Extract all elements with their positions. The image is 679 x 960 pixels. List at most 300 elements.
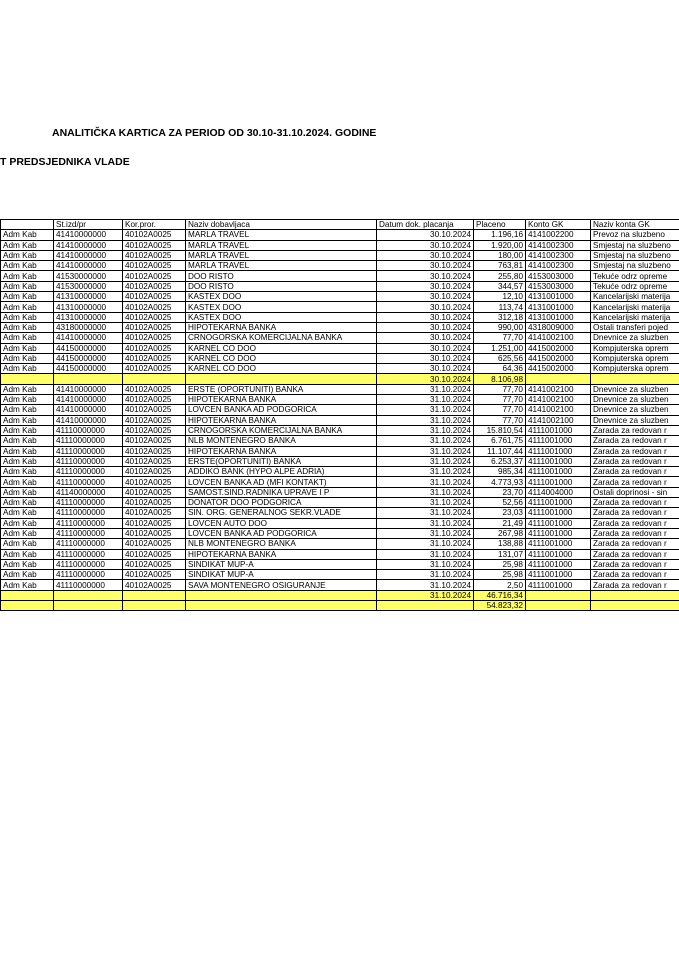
unit-cell: Adm Kab [1, 425, 54, 435]
account-cell: 41110000000 [54, 508, 123, 518]
account-cell: 41410000000 [54, 230, 123, 240]
program-cell: 40102A0025 [123, 230, 186, 240]
subtotal-row [1, 374, 679, 384]
account-cell: 41110000000 [54, 425, 123, 435]
unit-cell: Adm Kab [1, 549, 54, 559]
supplier-cell: NLB MONTENEGRO BANKA [186, 436, 377, 446]
account-cell: 41530000000 [54, 271, 123, 281]
gl-account-cell: 4153003000 [526, 281, 591, 291]
date-cell: 31.10.2024 [377, 477, 474, 487]
gl-name-cell [591, 590, 679, 600]
gl-account-cell: 4131001000 [526, 312, 591, 322]
amount-cell: 985,34 [474, 467, 526, 477]
gl-name-cell: Zarada za redovan r [591, 498, 679, 508]
supplier-cell: KASTEX DOO [186, 292, 377, 302]
unit-cell: Adm Kab [1, 384, 54, 394]
gl-account-cell: 4141002300 [526, 250, 591, 260]
program-cell: 40102A0025 [123, 415, 186, 425]
account-cell: 41110000000 [54, 518, 123, 528]
date-cell: 30.10.2024 [377, 271, 474, 281]
program-cell: 40102A0025 [123, 528, 186, 538]
table-row [1, 467, 679, 477]
account-cell [54, 374, 123, 384]
table-row [1, 271, 679, 281]
supplier-cell: HIPOTEKARNA BANKA [186, 549, 377, 559]
gl-account-cell: 4111001000 [526, 508, 591, 518]
supplier-cell [186, 590, 377, 600]
gl-account-cell: 4141002100 [526, 384, 591, 394]
amount-cell: 763,81 [474, 261, 526, 271]
account-cell: 41310000000 [54, 292, 123, 302]
supplier-cell: DOO RISTO [186, 271, 377, 281]
gl-name-cell: Kancelarijski materija [591, 312, 679, 322]
supplier-cell: SINDIKAT MUP-A [186, 570, 377, 580]
gl-name-cell: Zarada za redovan r [591, 425, 679, 435]
date-cell: 31.10.2024 [377, 539, 474, 549]
table-row [1, 281, 679, 291]
gl-account-cell: 4141002100 [526, 395, 591, 405]
date-cell: 31.10.2024 [377, 570, 474, 580]
gl-account-cell: 4415002000 [526, 353, 591, 363]
unit-cell: Adm Kab [1, 539, 54, 549]
gl-name-cell [591, 374, 679, 384]
account-cell: 41110000000 [54, 559, 123, 569]
supplier-cell: MARLA TRAVEL [186, 230, 377, 240]
program-cell [123, 590, 186, 600]
gl-name-cell: Ostali doprinosi - sin [591, 487, 679, 497]
col-header [1, 220, 54, 230]
unit-cell: Adm Kab [1, 580, 54, 590]
supplier-cell: DOO RISTO [186, 281, 377, 291]
account-cell: 41410000000 [54, 395, 123, 405]
gl-account-cell [526, 374, 591, 384]
date-cell: 30.10.2024 [377, 374, 474, 384]
gl-account-cell: 4415002000 [526, 343, 591, 353]
account-cell: 41530000000 [54, 281, 123, 291]
subtotal-row [1, 600, 679, 610]
account-cell: 41410000000 [54, 405, 123, 415]
program-cell: 40102A0025 [123, 322, 186, 332]
amount-cell: 77,70 [474, 333, 526, 343]
gl-name-cell: Zarada za redovan r [591, 456, 679, 466]
account-cell: 41110000000 [54, 446, 123, 456]
supplier-cell: LOVCEN AUTO DOO [186, 518, 377, 528]
program-cell: 40102A0025 [123, 539, 186, 549]
gl-name-cell [591, 600, 679, 610]
unit-cell: Adm Kab [1, 302, 54, 312]
unit-cell: Adm Kab [1, 570, 54, 580]
program-cell: 40102A0025 [123, 570, 186, 580]
amount-cell: 1.251,00 [474, 343, 526, 353]
amount-cell: 1.196,16 [474, 230, 526, 240]
unit-cell: Adm Kab [1, 518, 54, 528]
date-cell: 30.10.2024 [377, 302, 474, 312]
amount-cell: 312,18 [474, 312, 526, 322]
table-row [1, 518, 679, 528]
gl-account-cell: 4141002200 [526, 230, 591, 240]
account-cell: 41310000000 [54, 302, 123, 312]
unit-cell: Adm Kab [1, 343, 54, 353]
account-cell: 44150000000 [54, 353, 123, 363]
table-row [1, 539, 679, 549]
unit-cell: Adm Kab [1, 353, 54, 363]
date-cell: 31.10.2024 [377, 436, 474, 446]
supplier-cell [186, 600, 377, 610]
amount-cell: 23,03 [474, 508, 526, 518]
gl-name-cell: Zarada za redovan r [591, 467, 679, 477]
gl-name-cell: Kancelarijski materija [591, 292, 679, 302]
supplier-cell: HIPOTEKARNA BANKA [186, 446, 377, 456]
amount-cell: 46.716,34 [474, 590, 526, 600]
col-header: Naziv konta GK [591, 220, 679, 230]
table-row [1, 322, 679, 332]
gl-name-cell: Tekuće odrz opreme [591, 281, 679, 291]
date-cell: 30.10.2024 [377, 230, 474, 240]
amount-cell: 625,56 [474, 353, 526, 363]
date-cell: 30.10.2024 [377, 250, 474, 260]
gl-account-cell: 4111001000 [526, 456, 591, 466]
gl-account-cell: 4141002100 [526, 333, 591, 343]
gl-account-cell: 4111001000 [526, 436, 591, 446]
gl-account-cell: 4141002100 [526, 405, 591, 415]
amount-cell: 131,07 [474, 549, 526, 559]
unit-cell: Adm Kab [1, 508, 54, 518]
table-row [1, 240, 679, 250]
unit-cell: Adm Kab [1, 436, 54, 446]
amount-cell: 54.823,32 [474, 600, 526, 610]
gl-name-cell: Dnevnice za sluzben [591, 395, 679, 405]
amount-cell: 77,70 [474, 415, 526, 425]
amount-cell: 77,70 [474, 384, 526, 394]
gl-name-cell: Dnevnice za sluzben [591, 384, 679, 394]
account-cell: 41110000000 [54, 436, 123, 446]
gl-account-cell: 4111001000 [526, 580, 591, 590]
table-row [1, 580, 679, 590]
account-cell: 41410000000 [54, 415, 123, 425]
table-row [1, 477, 679, 487]
subtotal-row [1, 590, 679, 600]
amount-cell: 990,00 [474, 322, 526, 332]
account-cell: 41110000000 [54, 456, 123, 466]
gl-account-cell: 4153003000 [526, 271, 591, 281]
gl-account-cell: 4114004000 [526, 487, 591, 497]
date-cell: 30.10.2024 [377, 364, 474, 374]
col-header: Naziv dobavljaca [186, 220, 377, 230]
program-cell: 40102A0025 [123, 549, 186, 559]
date-cell: 30.10.2024 [377, 353, 474, 363]
program-cell: 40102A0025 [123, 292, 186, 302]
table-row [1, 333, 679, 343]
program-cell: 40102A0025 [123, 395, 186, 405]
amount-cell: 25,98 [474, 559, 526, 569]
gl-name-cell: Smjestaj na sluzbeno [591, 261, 679, 271]
unit-cell: Adm Kab [1, 250, 54, 260]
program-cell: 40102A0025 [123, 353, 186, 363]
account-cell: 41410000000 [54, 333, 123, 343]
program-cell: 40102A0025 [123, 240, 186, 250]
program-cell: 40102A0025 [123, 498, 186, 508]
account-cell [54, 600, 123, 610]
supplier-cell: HIPOTEKARNA BANKA [186, 395, 377, 405]
account-cell: 41110000000 [54, 580, 123, 590]
gl-name-cell: Zarada za redovan r [591, 446, 679, 456]
date-cell: 30.10.2024 [377, 261, 474, 271]
amount-cell: 23,70 [474, 487, 526, 497]
unit-cell: Adm Kab [1, 395, 54, 405]
unit-cell: Adm Kab [1, 559, 54, 569]
program-cell: 40102A0025 [123, 518, 186, 528]
account-cell: 44150000000 [54, 343, 123, 353]
supplier-cell: DONATOR DOO PODGORICA [186, 498, 377, 508]
amount-cell: 138,88 [474, 539, 526, 549]
unit-cell: Adm Kab [1, 477, 54, 487]
gl-name-cell: Zarada za redovan r [591, 508, 679, 518]
supplier-cell: NLB MONTENEGRO BANKA [186, 539, 377, 549]
amount-cell: 4.773,93 [474, 477, 526, 487]
account-cell: 41110000000 [54, 570, 123, 580]
table-row [1, 395, 679, 405]
unit-cell [1, 374, 54, 384]
table-row [1, 261, 679, 271]
unit-cell: Adm Kab [1, 261, 54, 271]
amount-cell: 77,70 [474, 405, 526, 415]
unit-cell: Adm Kab [1, 446, 54, 456]
table-row [1, 498, 679, 508]
table-row [1, 446, 679, 456]
ledger-table [0, 219, 679, 611]
amount-cell: 180,00 [474, 250, 526, 260]
program-cell: 40102A0025 [123, 384, 186, 394]
date-cell: 31.10.2024 [377, 487, 474, 497]
unit-cell: Adm Kab [1, 364, 54, 374]
amount-cell: 15.810,54 [474, 425, 526, 435]
unit-cell: Adm Kab [1, 292, 54, 302]
table-row [1, 405, 679, 415]
supplier-cell [186, 374, 377, 384]
ledger-body [1, 230, 679, 611]
unit-cell: Adm Kab [1, 271, 54, 281]
table-row [1, 302, 679, 312]
gl-account-cell: 4111001000 [526, 518, 591, 528]
gl-name-cell: Kompjuterska oprem [591, 353, 679, 363]
account-cell [54, 590, 123, 600]
gl-account-cell: 4111001000 [526, 498, 591, 508]
date-cell: 30.10.2024 [377, 292, 474, 302]
gl-name-cell: Zarada za redovan r [591, 549, 679, 559]
date-cell: 31.10.2024 [377, 549, 474, 559]
date-cell: 31.10.2024 [377, 498, 474, 508]
date-cell: 30.10.2024 [377, 322, 474, 332]
amount-cell: 6.761,75 [474, 436, 526, 446]
supplier-cell: KASTEX DOO [186, 302, 377, 312]
date-cell: 30.10.2024 [377, 343, 474, 353]
date-cell: 30.10.2024 [377, 333, 474, 343]
amount-cell: 8.106,98 [474, 374, 526, 384]
date-cell: 31.10.2024 [377, 528, 474, 538]
amount-cell: 25,98 [474, 570, 526, 580]
supplier-cell: KARNEL CO DOO [186, 343, 377, 353]
unit-cell: Adm Kab [1, 405, 54, 415]
col-header: St.izd/pr [54, 220, 123, 230]
unit-cell: Adm Kab [1, 498, 54, 508]
date-cell: 31.10.2024 [377, 395, 474, 405]
report-subtitle: T PREDSJEDNIKA VLADE [0, 156, 130, 168]
date-cell: 30.10.2024 [377, 281, 474, 291]
amount-cell: 64,36 [474, 364, 526, 374]
table-row [1, 508, 679, 518]
col-header: Kor.pror. [123, 220, 186, 230]
supplier-cell: SIN. ORG. GENERALNOG SEKR.VLADE [186, 508, 377, 518]
unit-cell: Adm Kab [1, 230, 54, 240]
date-cell: 31.10.2024 [377, 446, 474, 456]
amount-cell: 12,10 [474, 292, 526, 302]
gl-name-cell: Smjestaj na sluzbeno [591, 250, 679, 260]
amount-cell: 1.920,00 [474, 240, 526, 250]
col-header: Konto GK [526, 220, 591, 230]
gl-account-cell: 4111001000 [526, 467, 591, 477]
gl-name-cell: Zarada za redovan r [591, 539, 679, 549]
amount-cell: 21,49 [474, 518, 526, 528]
amount-cell: 267,98 [474, 528, 526, 538]
gl-name-cell: Zarada za redovan r [591, 477, 679, 487]
supplier-cell: MARLA TRAVEL [186, 250, 377, 260]
program-cell: 40102A0025 [123, 446, 186, 456]
gl-account-cell: 4111001000 [526, 549, 591, 559]
gl-account-cell: 4111001000 [526, 528, 591, 538]
date-cell: 31.10.2024 [377, 467, 474, 477]
unit-cell: Adm Kab [1, 415, 54, 425]
table-row [1, 528, 679, 538]
gl-account-cell: 4111001000 [526, 477, 591, 487]
supplier-cell: LOVCEN BANKA AD (MFI KONTAKT) [186, 477, 377, 487]
supplier-cell: HIPOTEKARNA BANKA [186, 415, 377, 425]
gl-account-cell: 4318009000 [526, 322, 591, 332]
amount-cell: 2,50 [474, 580, 526, 590]
table-row [1, 250, 679, 260]
gl-name-cell: Zarada za redovan r [591, 580, 679, 590]
table-row [1, 559, 679, 569]
program-cell: 40102A0025 [123, 467, 186, 477]
gl-name-cell: Zarada za redovan r [591, 570, 679, 580]
gl-account-cell: 4111001000 [526, 559, 591, 569]
gl-account-cell: 4141002100 [526, 415, 591, 425]
date-cell: 31.10.2024 [377, 590, 474, 600]
program-cell: 40102A0025 [123, 425, 186, 435]
table-row [1, 456, 679, 466]
program-cell: 40102A0025 [123, 405, 186, 415]
program-cell: 40102A0025 [123, 302, 186, 312]
table-row [1, 230, 679, 240]
gl-account-cell: 4111001000 [526, 570, 591, 580]
program-cell [123, 374, 186, 384]
account-cell: 41140000000 [54, 487, 123, 497]
program-cell: 40102A0025 [123, 261, 186, 271]
gl-name-cell: Kompjuterska oprem [591, 364, 679, 374]
unit-cell: Adm Kab [1, 322, 54, 332]
program-cell: 40102A0025 [123, 333, 186, 343]
program-cell: 40102A0025 [123, 456, 186, 466]
program-cell: 40102A0025 [123, 436, 186, 446]
amount-cell: 77,70 [474, 395, 526, 405]
supplier-cell: LOVCEN BANKA AD PODGORICA [186, 528, 377, 538]
gl-account-cell: 4131001000 [526, 302, 591, 312]
account-cell: 41110000000 [54, 549, 123, 559]
supplier-cell: ERSTE (OPORTUNITI) BANKA [186, 384, 377, 394]
table-row [1, 343, 679, 353]
supplier-cell: MARLA TRAVEL [186, 240, 377, 250]
supplier-cell: SAVA MONTENEGRO OSIGURANJE [186, 580, 377, 590]
supplier-cell: CRNOGORSKA KOMERCIJALNA BANKA [186, 333, 377, 343]
date-cell: 31.10.2024 [377, 580, 474, 590]
gl-name-cell: Dnevnice za sluzben [591, 333, 679, 343]
gl-account-cell: 4415002000 [526, 364, 591, 374]
unit-cell: Adm Kab [1, 467, 54, 477]
table-row [1, 425, 679, 435]
gl-name-cell: Zarada za redovan r [591, 559, 679, 569]
program-cell: 40102A0025 [123, 312, 186, 322]
unit-cell: Adm Kab [1, 312, 54, 322]
supplier-cell: KARNEL CO DOO [186, 364, 377, 374]
gl-name-cell: Dnevnice za sluzben [591, 405, 679, 415]
amount-cell: 344,57 [474, 281, 526, 291]
supplier-cell: HIPOTEKARNA BANKA [186, 322, 377, 332]
gl-account-cell [526, 600, 591, 610]
unit-cell: Adm Kab [1, 528, 54, 538]
unit-cell: Adm Kab [1, 281, 54, 291]
gl-name-cell: Zarada za redovan r [591, 528, 679, 538]
unit-cell: Adm Kab [1, 240, 54, 250]
supplier-cell: ADDIKO BANK (HYPO ALPE ADRIA) [186, 467, 377, 477]
program-cell: 40102A0025 [123, 343, 186, 353]
table-row [1, 364, 679, 374]
program-cell: 40102A0025 [123, 559, 186, 569]
program-cell: 40102A0025 [123, 477, 186, 487]
amount-cell: 11.107,44 [474, 446, 526, 456]
gl-account-cell: 4111001000 [526, 446, 591, 456]
account-cell: 41110000000 [54, 528, 123, 538]
gl-name-cell: Zarada za redovan r [591, 518, 679, 528]
gl-account-cell: 4111001000 [526, 539, 591, 549]
unit-cell: Adm Kab [1, 487, 54, 497]
date-cell [377, 600, 474, 610]
program-cell: 40102A0025 [123, 271, 186, 281]
unit-cell: Adm Kab [1, 456, 54, 466]
table-row [1, 292, 679, 302]
gl-name-cell: Prevoz na sluzbeno [591, 230, 679, 240]
date-cell: 31.10.2024 [377, 508, 474, 518]
unit-cell [1, 590, 54, 600]
account-cell: 41110000000 [54, 539, 123, 549]
program-cell: 40102A0025 [123, 281, 186, 291]
program-cell: 40102A0025 [123, 487, 186, 497]
supplier-cell: KASTEX DOO [186, 312, 377, 322]
account-cell: 41310000000 [54, 312, 123, 322]
gl-name-cell: Kompjuterska oprem [591, 343, 679, 353]
table-row [1, 312, 679, 322]
date-cell: 31.10.2024 [377, 518, 474, 528]
supplier-cell: CRNOGORSKA KOMERCIJALNA BANKA [186, 425, 377, 435]
table-row [1, 384, 679, 394]
gl-account-cell: 4141002300 [526, 240, 591, 250]
header-row [1, 220, 679, 230]
supplier-cell: ERSTE(OPORTUNITI) BANKA [186, 456, 377, 466]
gl-account-cell: 4131001000 [526, 292, 591, 302]
amount-cell: 255,80 [474, 271, 526, 281]
program-cell: 40102A0025 [123, 250, 186, 260]
table-row [1, 487, 679, 497]
gl-name-cell: Kancelarijski materija [591, 302, 679, 312]
col-header: Placeno [474, 220, 526, 230]
